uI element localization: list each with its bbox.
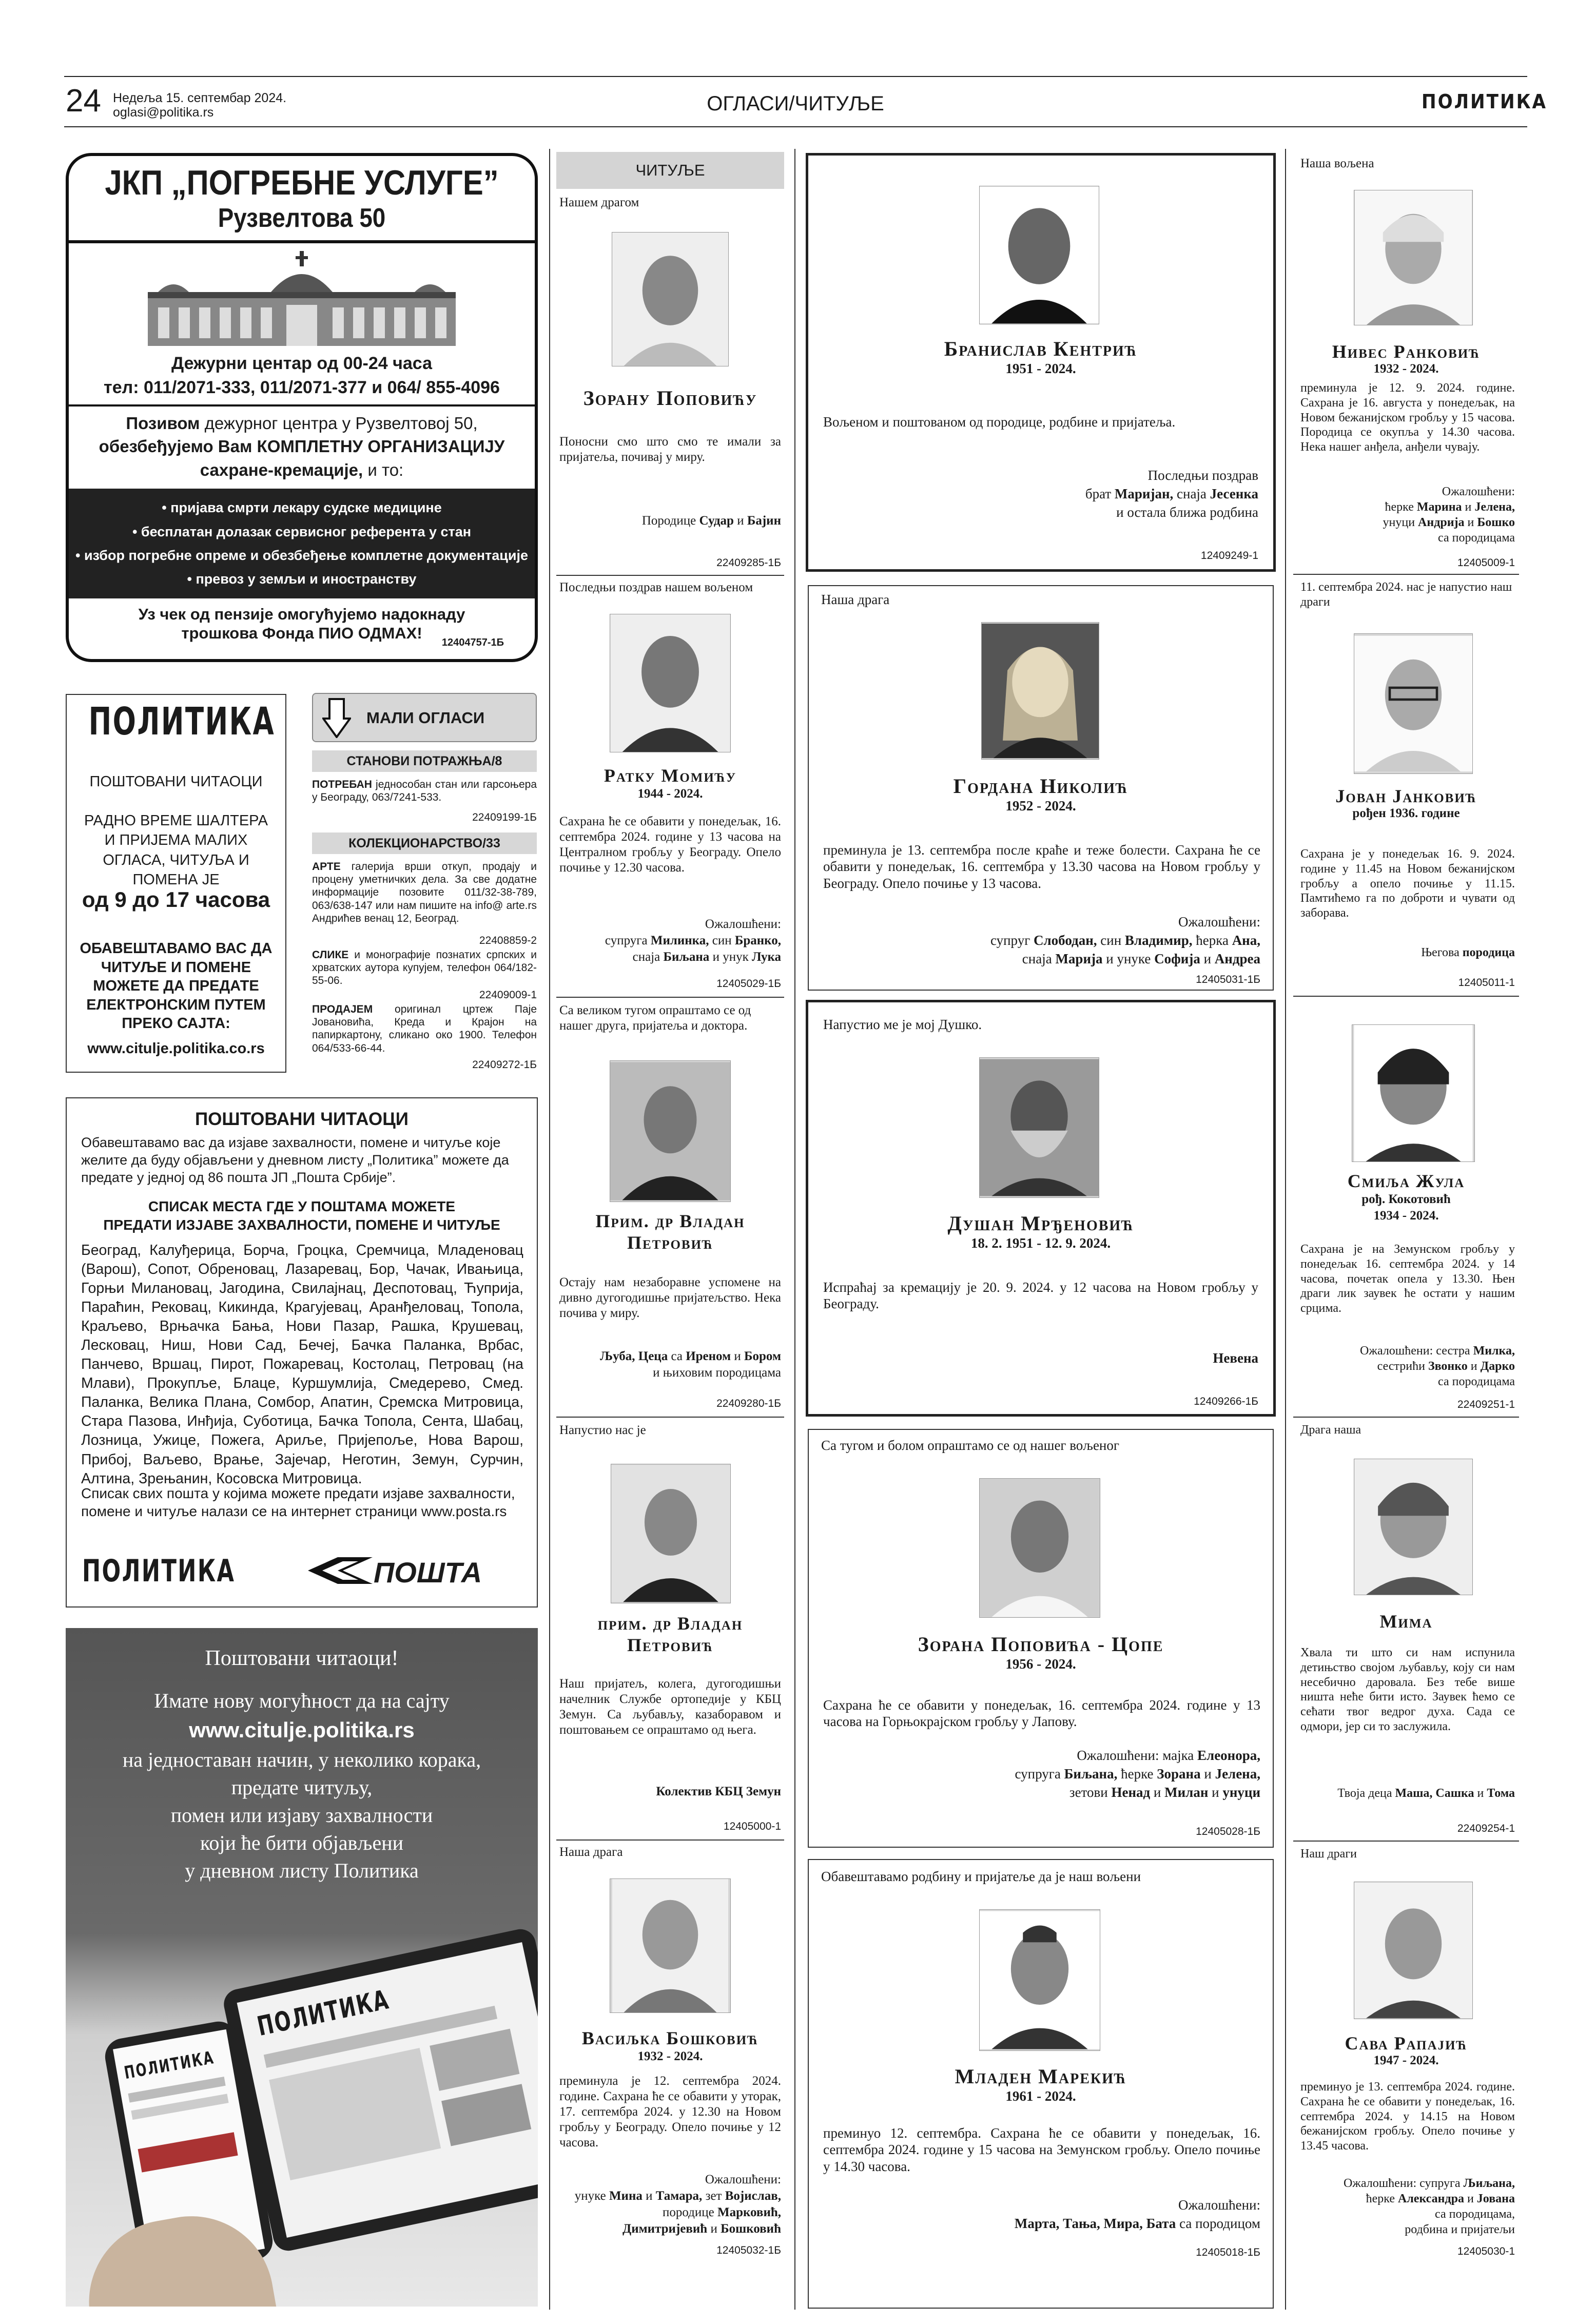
promo-line4: помен или изјаву захвалности	[170, 1803, 433, 1827]
portrait-icon	[612, 233, 728, 366]
c3n5-s2a: породице	[663, 2205, 717, 2219]
post-box-title: ПОШТОВАНИ ЧИТАОЦИ	[195, 1109, 408, 1129]
c4n4-s3a: зетови	[1069, 1785, 1112, 1800]
c5n5-name: Сава Рапајић	[1345, 2033, 1468, 2054]
c3n5-s2b: Марковић,	[717, 2205, 781, 2219]
c5n5-sign-3: са породицама,	[1435, 2207, 1515, 2221]
small-ads-cat1: СТАНОВИ ПОТРАЖЊА/8	[312, 750, 537, 772]
c3n5-s1d: Тамара,	[655, 2189, 703, 2203]
c5n3-code: 22409251-1	[1457, 1399, 1515, 1410]
ad1-keyword: ПОТРЕБАН	[312, 779, 372, 790]
c3n2-text: Сахрана ће се обавити у понедељак, 16. септембра 2024. године у 13 часова на Централном гробљу у Београду. Опело почиње у 12.30 часова.	[559, 815, 781, 875]
ad2-code: 22408859-2	[479, 935, 537, 946]
portrait-icon	[1354, 1459, 1472, 1595]
c5n2-name: Јован Јанковић	[1335, 786, 1477, 806]
c3n1-text: Поносни смо што смо те имали за пријатеља, почивај у миру.	[559, 435, 781, 464]
portrait-icon	[1354, 634, 1472, 773]
c5n5-sign-1	[1300, 2176, 1515, 2191]
c3n4-text: Наш пријатељ, колега, дугогодишњи начелник Службе ортопедије у КБЦ Земун. Са љубављу, казаборавом и поштовањем се опраштамо од њега.	[559, 1677, 781, 1737]
c3n5-s3c: Бошковић	[721, 2222, 781, 2236]
c4n1-photo	[979, 186, 1099, 324]
c3n3-intro: Са великом тугом опраштамо се од нашег друга, пријатеља и доктора.	[559, 1003, 751, 1033]
c4n4-s3f: унуци	[1222, 1785, 1260, 1800]
post-box-outro: Списак свих пошта у којима можете предати изјаве захвалности, помене и читуље налази се на интернет страници www.posta.rs	[81, 1485, 515, 1519]
c5n5-photo	[1354, 1882, 1473, 2019]
jkp-ad	[66, 153, 538, 662]
c4n5-intro: Обавештавамо родбину и пријатеље да је наш вољени	[821, 1869, 1141, 1884]
chapel-icon	[138, 251, 466, 348]
c5n5-years: 1947 - 2024.	[1373, 2054, 1439, 2067]
c5n5-code: 12405030-1	[1457, 2245, 1515, 2257]
c5n1-mourn: Ожалошћени:	[1442, 485, 1515, 498]
c3n2-s1b: Милинка,	[650, 934, 709, 947]
jkp-call1b: дежурног центра у Рузвелтовој 50,	[200, 413, 478, 433]
c5n3-s1b: Милка,	[1473, 1344, 1515, 1358]
c3n5-s1e: зет	[702, 2189, 725, 2203]
c5n3-text: Сахрана је на Земунском гробљу у понедељак 16. септембра 2024. у 14 часова, почетак опела у 13.30. Њен драги лик заувек ће остати у нашим срцима.	[1300, 1243, 1515, 1315]
c4n4-s2e: и	[1200, 1766, 1215, 1781]
c5n1-name: Нивес Ранковић	[1332, 341, 1481, 362]
small-ads-ad3	[312, 948, 537, 987]
c5n4-sign	[1300, 1786, 1515, 1801]
politika-box-logo: ПОЛИТИКА	[88, 700, 276, 744]
jkp-title: ЈКП „ПОГРЕБНЕ УСЛУГЕ”	[105, 163, 499, 202]
c4n1-sign-3: и остала ближа родбина	[1116, 505, 1258, 520]
c3n3-sign-e: Бором	[744, 1349, 781, 1363]
c4n1-sign-2	[823, 486, 1258, 502]
jkp-service-4: • превоз у земљи и иностранству	[187, 571, 417, 587]
c3n2-years: 1944 - 2024.	[637, 787, 703, 801]
c5n3-s2b: Звонко	[1428, 1360, 1468, 1373]
c5n2-years: рођен 1936. године	[1352, 806, 1460, 820]
c3n1-sign	[559, 513, 781, 529]
c3n3-sign-b: са	[668, 1349, 686, 1363]
portrait-icon	[611, 1464, 730, 1603]
c3n4-name-1: прим. др Владан	[597, 1613, 743, 1634]
c3n3-name-1: Прим. др Владан	[595, 1211, 745, 1231]
c5n3-name: Смиља Жула	[1347, 1171, 1465, 1191]
c4n1-name: Бранислав Кентрић	[944, 337, 1138, 360]
c4n2-sign-1	[823, 932, 1260, 948]
c3n2-sign-1	[559, 933, 781, 948]
c4n5-code: 12405018-1Б	[1196, 2246, 1260, 2258]
c4n1-sign-1: Последњи поздрав	[1147, 468, 1258, 483]
c3n5-s1f: Војислав,	[725, 2189, 781, 2203]
promo-ad	[66, 1628, 538, 2307]
c5n1-s1b: Марина	[1416, 500, 1462, 514]
portrait-icon	[610, 1061, 730, 1202]
c3n5-s1a: унуке	[574, 2189, 609, 2203]
c3n3-sign-d: и	[731, 1349, 744, 1363]
jkp-call2a: обезбеђујемо Вам	[99, 437, 257, 456]
c4n4-s1b: Елеонора,	[1197, 1748, 1260, 1763]
c4n4-photo	[979, 1478, 1100, 1618]
c5n3-s2d: Дарко	[1480, 1360, 1515, 1373]
c5n1-s1a: ћерке	[1385, 500, 1417, 514]
c4n1-s2c: снаја	[1173, 486, 1210, 501]
c3n4-name-2: Петровић	[627, 1635, 714, 1655]
promo-line5: који ће бити објављени	[200, 1831, 404, 1854]
c4n4-s2b: Биљана,	[1064, 1766, 1118, 1781]
politika-box-site[interactable]: www.citulje.politika.co.rs	[87, 1040, 265, 1057]
c5n3-s2c: и	[1467, 1360, 1481, 1373]
c4n3-intro: Напустио ме је мој Душко.	[823, 1017, 982, 1032]
jkp-service-1: • пријава смрти лекару судске медицине	[162, 500, 442, 516]
c4n4-code: 12405028-1Б	[1196, 1826, 1260, 1837]
c5n5-s2c: и	[1464, 2192, 1477, 2205]
c5n1-s1d: Јелена,	[1474, 500, 1515, 514]
c4n2-code: 12405031-1Б	[1196, 974, 1260, 985]
c3n1-sign-b: Судар	[699, 514, 734, 528]
politika-box-readers: ПОШТОВАНИ ЧИТАОЦИ	[89, 773, 263, 790]
c3n1-name: Зорану Поповићу	[583, 386, 757, 410]
c3n3-name-2: Петровић	[627, 1232, 714, 1253]
post-box-intro: Обавештавамо вас да изјаве захвалности, помене и читуље које желите да буду објављени у дневном листу „Политика” можете да предате у једној од 86 пошта ЈП „Пошта Србије”.	[81, 1135, 509, 1185]
c3n4-photo	[611, 1464, 731, 1603]
portrait-icon	[1352, 1025, 1474, 1161]
c4n4-name: Зорана Поповића - Цопе	[918, 1633, 1164, 1656]
c3n5-years: 1932 - 2024.	[637, 2049, 703, 2063]
jkp-services	[69, 489, 535, 598]
small-ads-ad4	[312, 1003, 537, 1055]
c4n4-s3b: Ненад	[1111, 1785, 1151, 1800]
c5n4-intro: Драга наша	[1300, 1423, 1361, 1437]
c3n5-code: 12405032-1Б	[716, 2244, 781, 2256]
c5n4-s1d: Тома	[1487, 1787, 1515, 1800]
c3n2-s2c: и унук	[709, 950, 752, 964]
c4n1-years: 1951 - 2024.	[1005, 361, 1076, 376]
c4n4-s3c: и	[1150, 1785, 1165, 1800]
c4n4-s3d: Милан	[1164, 1785, 1209, 1800]
c4n2-years: 1952 - 2024.	[1005, 798, 1076, 814]
c4n1-text: Вољеном и поштованом од породице, родбине и пријатеља.	[823, 414, 1176, 430]
c4n2-s2b: Марија	[1055, 951, 1103, 966]
c5n3-photo	[1352, 1024, 1475, 1162]
jkp-service-3: • избор погребне опреме и обезбеђење комплетне документације	[75, 548, 528, 564]
c3n5-text: преминула је 12. септембра 2024. године. Сахрана ће се обавити у уторак, 17. септембра 2024. у 12.30 на Новом гробљу у Београду. Опело почиње у 12 часова.	[559, 2074, 781, 2149]
c4n4-s1a: Ожалошћени: мајка	[1077, 1748, 1198, 1763]
c4n5-name: Младен Марекић	[955, 2065, 1127, 2088]
page-number: 24	[66, 83, 101, 119]
obituaries-header: ЧИТУЉЕ	[556, 152, 784, 189]
c4n2-sign-2	[823, 951, 1260, 967]
c5n1-sign-2	[1300, 515, 1515, 530]
c3n5-s1b: Мина	[609, 2189, 643, 2203]
c5n1-s2a: унуци	[1383, 516, 1418, 529]
chapel-image	[69, 243, 535, 356]
ad2-text: галерија врши откуп, продају и процену уметничких дела. За све додатне информације позовите 011/32-38-789, 063/638-147 или нам пишите на info@ arte.rs Андрићев венац 12, Београд.	[312, 861, 537, 924]
c5n1-s2d: Бошко	[1477, 516, 1515, 529]
jkp-code: 12404757-1Б	[441, 637, 504, 648]
c4n3-code: 12409266-1Б	[1194, 1396, 1258, 1407]
c5n4-s1a: Твоја деца	[1337, 1787, 1395, 1800]
promo-line2: на једноставан начин, у неколико корака,	[122, 1748, 481, 1771]
c5n1-photo	[1354, 190, 1473, 325]
c5n2-intro: 11. септембра 2024. нас је напустио наш драги	[1300, 580, 1512, 609]
c4n1-s2b: Маријан,	[1114, 486, 1174, 501]
promo-site[interactable]: www.citulje.politika.rs	[189, 1718, 415, 1742]
c5n3-subname: рођ. Кокотовић	[1361, 1192, 1451, 1206]
c5n4-s1b: Маша, Сашка	[1395, 1787, 1474, 1800]
c4n4-text: Сахрана ће се обавити у понедељак, 16. септембра 2024. године у 13 часова на Горњокрајском гробљу у Лапову.	[823, 1697, 1260, 1730]
c4n4-intro: Са тугом и болом опраштамо се од нашег вољеног	[821, 1438, 1119, 1453]
c3n2-s1a: супруга	[605, 934, 651, 947]
phone-logo: ПОЛИТИКА	[123, 2047, 216, 2084]
c5n1-text: преминула је 12. 9. 2024. године. Сахрана је 16. августа у понедељак, на Новом бежанијском гробљу у 15 часова. Породица се окупља у 14.30 часова. Нека нашег анђела, анђели чувају.	[1300, 381, 1515, 454]
c5n1-s1c: и	[1462, 500, 1475, 514]
c4n3-years: 18. 2. 1951 - 12. 9. 2024.	[970, 1235, 1111, 1251]
c4n2-name: Гордана Николић	[953, 774, 1129, 798]
c3n3-text: Остају нам незаборавне успомене на дивно дугогодишње пријатељство. Нека почива у миру.	[559, 1275, 781, 1320]
c3n1-code: 22409285-1Б	[716, 557, 781, 569]
c3n3-sign-a: Љуба, Цеца	[600, 1349, 668, 1363]
c4n2-s2e: и	[1200, 951, 1215, 966]
c5n4-name: Мима	[1379, 1611, 1433, 1632]
ad4-code: 22409272-1Б	[472, 1059, 537, 1071]
c4n4-sign-3	[823, 1784, 1260, 1800]
section-title: ОГЛАСИ/ЧИТУЉЕ	[707, 92, 884, 115]
c3n3-sign-c: Иреном	[686, 1349, 731, 1363]
jkp-service-2: • бесплатан долазак сервисног референта у стан	[132, 524, 472, 539]
c5n5-intro: Наш драги	[1300, 1847, 1357, 1861]
c5n5-s2b: Александра	[1398, 2192, 1464, 2205]
jkp-phones: тел: 011/2071-333, 011/2071-377 и 064/ 855-4096	[104, 377, 500, 397]
c5n3-sign-2	[1300, 1359, 1515, 1374]
jkp-call1a: Позивом	[126, 413, 200, 433]
c3n5-name: Васиљка Бошковић	[581, 2028, 759, 2048]
c3n5-sign-3	[559, 2221, 781, 2237]
post-box-politika-logo: ПОЛИТИКА	[82, 1553, 236, 1589]
c4n2-s2f: Андреа	[1214, 951, 1260, 966]
c3n2-intro: Последњи поздрав нашем вољеном	[559, 580, 753, 594]
c4n2-s1e: ћерка	[1192, 933, 1232, 948]
c4n2-s1a: супруг	[990, 933, 1034, 948]
jkp-note: Уз чек од пензије омогућујемо надокнаду трошкова Фонда ПИО ОДМАХ!	[138, 605, 465, 643]
c5n4-photo	[1354, 1459, 1473, 1595]
c3n4-code: 12405000-1	[723, 1821, 781, 1832]
c3n5-s3b: и	[707, 2222, 721, 2236]
c5n4-code: 22409254-1	[1457, 1823, 1515, 1834]
c5n1-code: 12405009-1	[1457, 557, 1515, 569]
c3n5-mourn: Ожалошћени:	[705, 2173, 781, 2186]
c3n2-code: 12405029-1Б	[716, 978, 781, 990]
c4n2-text: преминула је 13. септембра после краће и теже болести. Сахрана ће се обавити у понедељак, 16. септембра у 13.30 часова на Новом гробљу у Београду. Опело почиње у 13 часова.	[823, 842, 1260, 891]
portrait-icon	[1354, 1882, 1472, 2019]
c4n2-intro: Наша драга	[821, 592, 890, 607]
c4n4-s3e: и	[1208, 1785, 1223, 1800]
c5n1-sign-3: са породицама	[1438, 531, 1515, 545]
politika-box-hours-intro: РАДНО ВРЕМЕ ШАЛТЕРА И ПРИЈЕМА МАЛИХ ОГЛАСА, ЧИТУЉА И ПОМЕНА ЈЕ	[84, 812, 268, 888]
c5n1-s2b: Андрија	[1418, 516, 1465, 529]
c5n2-sign	[1300, 945, 1515, 960]
portrait-icon	[980, 1910, 1100, 2050]
c4n2-photo	[981, 622, 1099, 760]
ad3-keyword: СЛИКЕ	[312, 949, 349, 961]
c3n5-sign-2	[559, 2205, 781, 2220]
small-ads-header	[312, 693, 537, 742]
post-box-list-title-1: СПИСАК МЕСТА ГДЕ У ПОШТАМА МОЖЕТЕ	[148, 1198, 456, 1214]
post-box-posta-logo: ПОШТА	[374, 1556, 482, 1589]
c3n1-intro: Нашем драгом	[559, 196, 639, 209]
c5n2-s1b: породица	[1462, 946, 1515, 959]
c4n3-name: Душан Мрђеновић	[947, 1212, 1134, 1235]
c4n5-s1a: Марта, Тања, Мира, Бата	[1014, 2216, 1176, 2231]
c3n3-code: 22409280-1Б	[716, 1398, 781, 1409]
c3n4-sign: Колектив КБЦ Земун	[656, 1785, 781, 1798]
c3n3-photo	[610, 1060, 731, 1202]
contact-email[interactable]: oglasi@politika.rs	[113, 105, 214, 120]
c5n3-s2a: сестрићи	[1377, 1360, 1428, 1373]
c5n4-s1c: и	[1474, 1787, 1487, 1800]
ad1-code: 22409199-1Б	[472, 811, 537, 823]
politika-box-info: ОБАВЕШТАВАМО ВАС ДА ЧИТУЉЕ И ПОМЕНЕ МОЖЕТЕ ДА ПРЕДАТЕ ЕЛЕКТРОНСКИМ ПУТЕМ ПРЕКО САЈТА:	[80, 940, 273, 1032]
c5n3-sign-1	[1300, 1344, 1515, 1359]
c3n5-intro: Наша драга	[559, 1845, 623, 1859]
c4n2-s1d: Владимир,	[1124, 933, 1193, 948]
ad4-text: оригинал цртеж Паје Јовановића, Креда и Крајон на папиркартону, сликано око 1900. Телефон 064/533-66-44.	[312, 1003, 537, 1054]
c5n3-years: 1934 - 2024.	[1373, 1209, 1439, 1223]
c3n5-sign-1	[559, 2189, 781, 2204]
portrait-icon	[610, 614, 730, 752]
c5n3-sign-3: са породицама	[1438, 1375, 1515, 1388]
c4n2-mourn: Ожалошћени:	[1178, 914, 1260, 929]
c4n4-s2a: супруга	[1015, 1766, 1064, 1781]
c3n1-photo	[612, 232, 729, 366]
c4n5-photo	[979, 1909, 1100, 2051]
c4n1-s2d: Јесенка	[1210, 486, 1258, 501]
c5n2-photo	[1354, 633, 1473, 774]
c3n1-sign-c: и	[733, 514, 747, 528]
c5n2-text: Сахрана је у понедељак 16. 9. 2024. године у 11.45 на Новом бежанијском гробљу а опело почиње у 11.15. Памтићемо га по доброти и чувати од заборава.	[1300, 847, 1515, 920]
c4n5-s1b: са породицом	[1176, 2216, 1260, 2231]
c4n1-code: 12409249-1	[1200, 550, 1258, 561]
c3n4-intro: Напустио нас је	[559, 1423, 646, 1437]
c4n2-s2d: Софија	[1154, 951, 1200, 966]
c5n4-text: Хвала ти што си нам испунила детињство својом љубављу, коју си нам несебично даровала. Без тебе више ништа неће бити исто. Заувек ћемо се сећати твог ведрог духа. Сада се одмори, јер си то заслужила.	[1300, 1646, 1515, 1733]
c4n2-s1c: син	[1097, 933, 1125, 948]
c3n3-sign	[559, 1349, 781, 1364]
portrait-icon	[1354, 190, 1472, 325]
portrait-icon	[980, 186, 1099, 324]
c3n2-photo	[610, 614, 731, 752]
c4n4-sign-2	[823, 1766, 1260, 1782]
c5n5-text: преминуо је 13. септембра 2024. године. Сахрана ће се обавити у понедељак, 16. септембра 2024. у 14.15 на Новом бежанијском гробљу. Опело почиње у 13.45 часова.	[1300, 2080, 1515, 2153]
c5n5-s1b: Љиљана,	[1463, 2177, 1515, 2190]
jkp-call2b: КОМПЛЕТНУ ОРГАНИЗАЦИЈУ	[257, 437, 505, 456]
small-ads-title: МАЛИ ОГЛАСИ	[366, 709, 485, 727]
c4n2-s1b: Слободан,	[1034, 933, 1097, 948]
c3n5-s1c: и	[642, 2189, 656, 2203]
c3n2-s2d: Лука	[751, 950, 781, 964]
c4n3-sign: Невена	[1213, 1350, 1258, 1366]
tablet-image	[221, 1926, 538, 2254]
c3n2-mourn: Ожалошћени:	[705, 917, 781, 931]
c4n4-s2f: Јелена,	[1215, 1766, 1260, 1781]
c5n5-sign-2	[1300, 2192, 1515, 2206]
small-ads-cat2: КОЛЕКЦИОНАРСТВО/33	[312, 832, 537, 854]
c3n5-photo	[610, 1878, 731, 2013]
c5n1-years: 1932 - 2024.	[1373, 362, 1439, 376]
ad2-keyword: АРТЕ	[312, 861, 341, 873]
jkp-callout	[69, 412, 535, 482]
c3n2-s2a: снаја	[632, 950, 664, 964]
portrait-icon	[610, 1879, 730, 2012]
jkp-call3a: сахране-кремације,	[200, 460, 363, 479]
c4n4-years: 1956 - 2024.	[1005, 1656, 1076, 1672]
jkp-call3b: и то:	[363, 460, 404, 479]
ad1-text: једнособан стан или гарсоњера у Београду, 063/7241-533.	[312, 779, 537, 804]
post-box-places: Београд, Калуђерица, Борча, Гроцка, Сремчица, Младеновац (Варош), Сопот, Обреновац, Лазаревац, Бор, Чачак, Ивањица, Горњи Милановац, Јагодина, Свилајнац, Деспотовац, Ћуприја, Параћин, Рековац, Кикинда, Крагујевац, Аранђеловац, Топола, Краљево, Врњачка Бања, Нови Пазар, Рашка, Крушевац, Лесковац, Ниш, Нови Сад, Бечеј, Бачка Паланка, Врбас, Панчево, Вршац, Пирот, Пожаревац, Костолац, Петровац (на Млави), Прокупље, Блаце, Куршумлија, Смедерево, Смед. Паланка, Велика Плана, Сомбор, Апатин, Сремска Митровица, Стара Пазова, Инђија, Суботица, Бачка Топола, Сента, Шабац, Лозница, Ужице, Пожега, Ариље, Пријепоље, Нова Варош, Прибој, Ваљево, Врање, Зајечар, Неготин, Земун, Сурчин, Алтина, Зрењанин, Косовска Митровица.	[81, 1242, 523, 1487]
promo-line1: Имате нову могућност да на сајту	[154, 1689, 450, 1713]
portrait-icon	[980, 1058, 1099, 1197]
c5n5-s1a: Ожалошћени: супруга	[1343, 2177, 1464, 2190]
brand-logo: ПОЛИТИКА	[1422, 90, 1548, 113]
c3n2-name: Ратку Момићу	[604, 765, 737, 786]
ad3-code: 22409009-1	[479, 989, 537, 1001]
jkp-address: Рузвелтова 50	[218, 203, 386, 233]
promo-line3: предате читуљу,	[231, 1775, 373, 1799]
portrait-icon	[982, 623, 1099, 759]
c4n2-s2c: и унуке	[1102, 951, 1155, 966]
c3n2-s2b: Биљана	[663, 950, 710, 964]
small-ads-ad2	[312, 860, 537, 925]
post-box-list-title-2: ПРЕДАТИ ИЗЈАВЕ ЗАХВАЛНОСТИ, ПОМЕНЕ И ЧИТУЉЕ	[103, 1217, 500, 1233]
c4n3-photo	[979, 1057, 1099, 1198]
jkp-center: Дежурни центар од 00-24 часа	[171, 353, 433, 373]
c4n5-years: 1961 - 2024.	[1005, 2088, 1076, 2104]
c4n4-s2d: Зорана	[1157, 1766, 1201, 1781]
promo-hello: Поштовани читаоци!	[205, 1647, 399, 1670]
ad4-keyword: ПРОДАЈЕМ	[312, 1003, 373, 1015]
politika-box-hours: од 9 до 17 часова	[82, 887, 270, 912]
c4n4-sign-1	[823, 1747, 1260, 1764]
c4n4-s2c: ћерке	[1117, 1766, 1157, 1781]
c5n1-s2c: и	[1464, 516, 1477, 529]
c3n3-sign-2: и њиховим породицама	[653, 1366, 781, 1380]
c5n5-s2d: Јована	[1476, 2192, 1515, 2205]
c5n2-s1a: Његова	[1421, 946, 1463, 959]
c5n3-s1a: Ожалошћени: сестра	[1360, 1344, 1473, 1358]
c3n5-s3a: Димитријевић	[622, 2222, 708, 2236]
c3n2-sign-2	[559, 950, 781, 965]
c4n2-s2a: снаја	[1022, 951, 1056, 966]
c3n1-sign-d: Бајин	[747, 514, 781, 528]
c5n1-sign-1	[1300, 500, 1515, 515]
posta-logo-icon	[307, 1555, 374, 1586]
c4n3-text: Испраћај за кремацију је 20. 9. 2024. у 12 часова на Новом гробљу у Београду.	[823, 1280, 1258, 1312]
tablet-logo: ПОЛИТИКА	[255, 1984, 393, 2043]
c5n1-intro: Наша вољена	[1300, 157, 1374, 170]
c3n2-s1d: Бранко,	[734, 934, 781, 947]
c5n5-s2a: ћерке	[1366, 2192, 1398, 2205]
c3n1-sign-a: Породице	[641, 514, 699, 528]
c5n2-code: 12405011-1	[1458, 977, 1515, 989]
c3n2-s1c: син	[709, 934, 735, 947]
promo-line6: у дневном листу Политика	[185, 1858, 419, 1882]
c4n5-text: преминуо 12. септембра. Сахрана ће се обавити у понедељак, 16. септембра 2024. године у 15 часова на Земунском гробљу. Опело почиње у 14.30 часова.	[823, 2125, 1260, 2174]
c4n5-mourn: Ожалошћени:	[1178, 2197, 1260, 2213]
ad3-text: и монографије познатих српских и хрватских аутора купујем, телефон 064/182-55-06.	[312, 949, 537, 987]
c5n5-sign-4: родбина и пријатељи	[1405, 2223, 1515, 2236]
c4n1-s2a: брат	[1085, 486, 1115, 501]
arrow-down-icon	[322, 698, 351, 738]
c4n5-sign-1	[823, 2215, 1260, 2232]
issue-date: Недеља 15. септембар 2024.	[113, 91, 287, 105]
small-ads-ad1	[312, 778, 537, 804]
portrait-icon	[980, 1479, 1100, 1617]
c4n2-s1f: Ана,	[1232, 933, 1260, 948]
